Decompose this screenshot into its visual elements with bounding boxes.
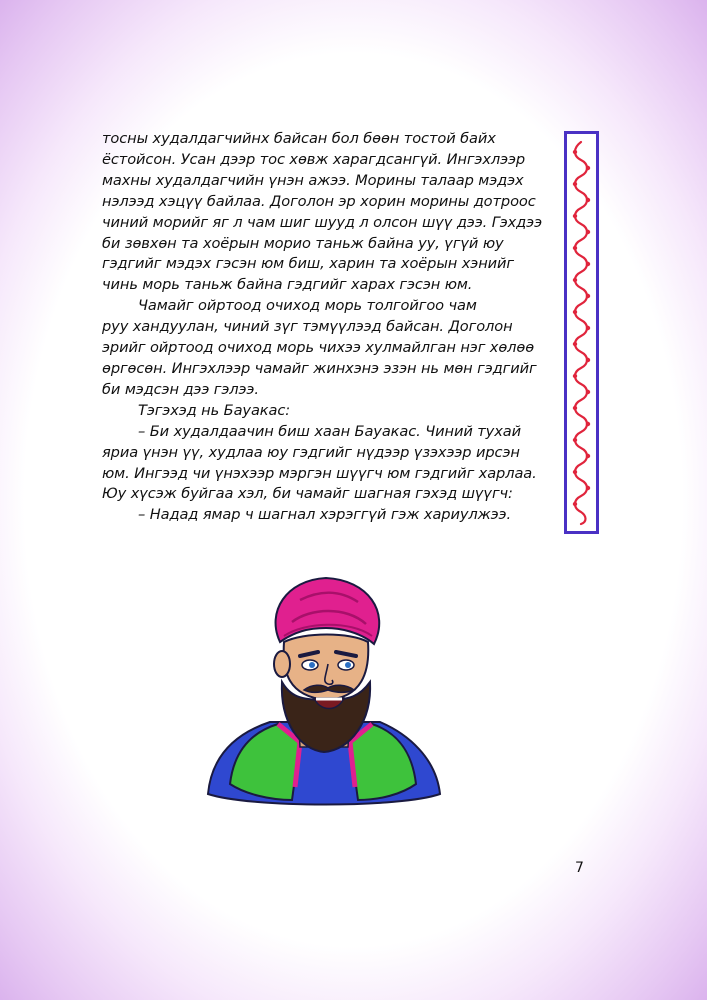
- text-line: – Надад ямар ч шагнал хэрэггүй гэж хариулжээ.: [138, 506, 511, 524]
- text-line: яриа үнэн үү, худлаа юу гэдгийг нүдээр үзэхээр ирсэн: [102, 443, 520, 461]
- text-line: ёстойсон. Усан дээр тос хөвж харагдсангүй. Ингэхлээр: [102, 150, 526, 168]
- text-line: чиний морийг яг л чам шиг шууд л олсон шүү дээ. Гэхдээ: [102, 213, 542, 231]
- text-line: руу хандуулан, чиний зүг тэмүүлээд байсан. Доголон: [102, 318, 513, 336]
- text-line: эрийг ойртоод очиход морь чихээ хулмайлган нэг хөлөө: [102, 339, 535, 357]
- text-line: Юу хүсэж буйгаа хэл, би чамайг шагная гэхэд шүүгч:: [102, 485, 513, 503]
- text-line: юм. Ингээд чи үнэхээр мэргэн шүүгч юм гэдгийг харлаа.: [102, 464, 537, 482]
- page-number: 7: [575, 860, 584, 876]
- bearded-man-illustration: [200, 572, 445, 812]
- text-line: Тэгэхэд нь Бауакас:: [138, 401, 291, 419]
- text-line: махны худалдагчийн үнэн ажээ. Морины талаар мэдэх: [102, 171, 524, 189]
- text-line: тосны худалдагчийнх байсан бол бөөн тостой байх: [102, 130, 496, 147]
- man-with-turban-icon: [200, 572, 445, 812]
- text-line: чинь морь таньж байна гэдгийг харах гэсэн юм.: [102, 276, 473, 294]
- text-line: Чамайг ойртоод очиход морь толгойгоо чам: [138, 297, 477, 315]
- text-line: – Би худалдаачин биш хаан Бауакас. Чиний тухай: [138, 422, 521, 440]
- floral-ornament-icon: [567, 134, 596, 531]
- text-line: өргөсөн. Ингэхлээр чамайг жинхэнэ эзэн нь мөн гэдгийг: [102, 359, 537, 377]
- story-text: [102, 129, 542, 526]
- text-line: гэдгийг мэдэх гэсэн юм биш, харин та хоёрын хэнийг: [102, 255, 514, 273]
- text-line: би мэдсэн дээ гэлээ.: [102, 380, 259, 398]
- text-line: би зөвхөн та хоёрын морио таньж байна уу, үгүй юу: [102, 234, 504, 252]
- text-line: нэлээд хэцүү байлаа. Доголон эр хорин морины дотроос: [102, 192, 536, 210]
- decorative-border-panel: [564, 131, 599, 534]
